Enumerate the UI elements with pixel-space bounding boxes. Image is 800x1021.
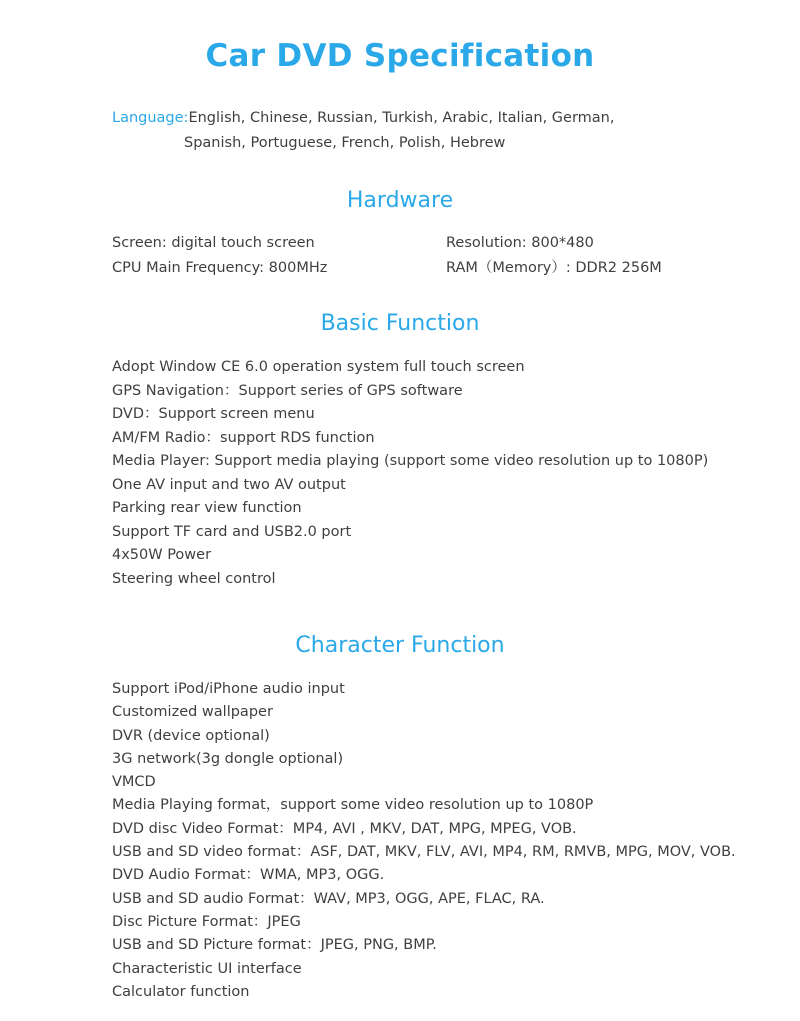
list-item: Media Player: Support media playing (support some video resolution up to 1080P) (112, 453, 709, 469)
spec-item: Screen: digital touch screen (112, 235, 315, 251)
section-heading-basic-function: Basic Function (320, 311, 480, 336)
page-title: Car DVD Specification (205, 38, 595, 74)
language-list-line-2: Spanish, Portuguese, French, Polish, Hebrew (184, 135, 506, 151)
hardware-column-left (112, 231, 446, 281)
character-function-list (0, 678, 800, 1004)
list-item: Support TF card and USB2.0 port (112, 523, 352, 540)
list-item: Media Playing format，support some video resolution up to 1080P (112, 797, 594, 814)
list-item: AM/FM Radio：support RDS function (112, 429, 375, 446)
section-heading-character-function: Character Function (295, 633, 505, 658)
list-item: USB and SD video format：ASF, DAT, MKV, FLV, AVI, MP4, RM, RMVB, MPG, MOV, VOB. (112, 844, 736, 861)
language-block (0, 106, 800, 156)
list-item: Disc Picture Format：JPEG (112, 913, 301, 930)
list-item: DVR (device optional) (112, 727, 270, 744)
hardware-specs (0, 231, 800, 281)
list-item: Calculator function (112, 983, 250, 1000)
language-label: Language: (112, 110, 189, 126)
section-heading-hardware: Hardware (346, 188, 454, 213)
list-item: DVD：Support screen menu (112, 406, 315, 422)
list-item: Steering wheel control (112, 570, 276, 587)
basic-function-list (0, 356, 800, 591)
list-item: Adopt Window CE 6.0 operation system full touch screen (112, 359, 525, 375)
language-list-line-1: English, Chinese, Russian, Turkish, Arabic, Italian, German, (188, 110, 615, 126)
list-item: USB and SD Picture format：JPEG, PNG, BMP. (112, 937, 437, 954)
list-item: GPS Navigation：Support series of GPS software (112, 382, 463, 399)
list-item: One AV input and two AV output (112, 476, 346, 493)
list-item: Support iPod/iPhone audio input (112, 681, 345, 697)
list-item: Characteristic UI interface (112, 960, 302, 977)
spec-item: CPU Main Frequency: 800MHz (112, 260, 328, 276)
list-item: DVD disc Video Format：MP4, AVI , MKV, DAT, MPG, MPEG, VOB. (112, 820, 577, 837)
hardware-column-right (446, 231, 746, 281)
list-item: Parking rear view function (112, 500, 302, 516)
list-item: DVD Audio Format：WMA, MP3, OGG. (112, 867, 385, 884)
spec-item: Resolution: 800*480 (446, 235, 594, 251)
list-item: VMCD (112, 774, 156, 791)
list-item: 3G network(3g dongle optional) (112, 750, 344, 767)
list-item: USB and SD audio Format：WAV, MP3, OGG, APE, FLAC, RA. (112, 890, 545, 907)
spec-item: RAM（Memory）: DDR2 256M (446, 260, 662, 276)
list-item: 4x50W Power (112, 547, 212, 563)
list-item: Customized wallpaper (112, 704, 273, 721)
language-line-1 (112, 106, 800, 131)
